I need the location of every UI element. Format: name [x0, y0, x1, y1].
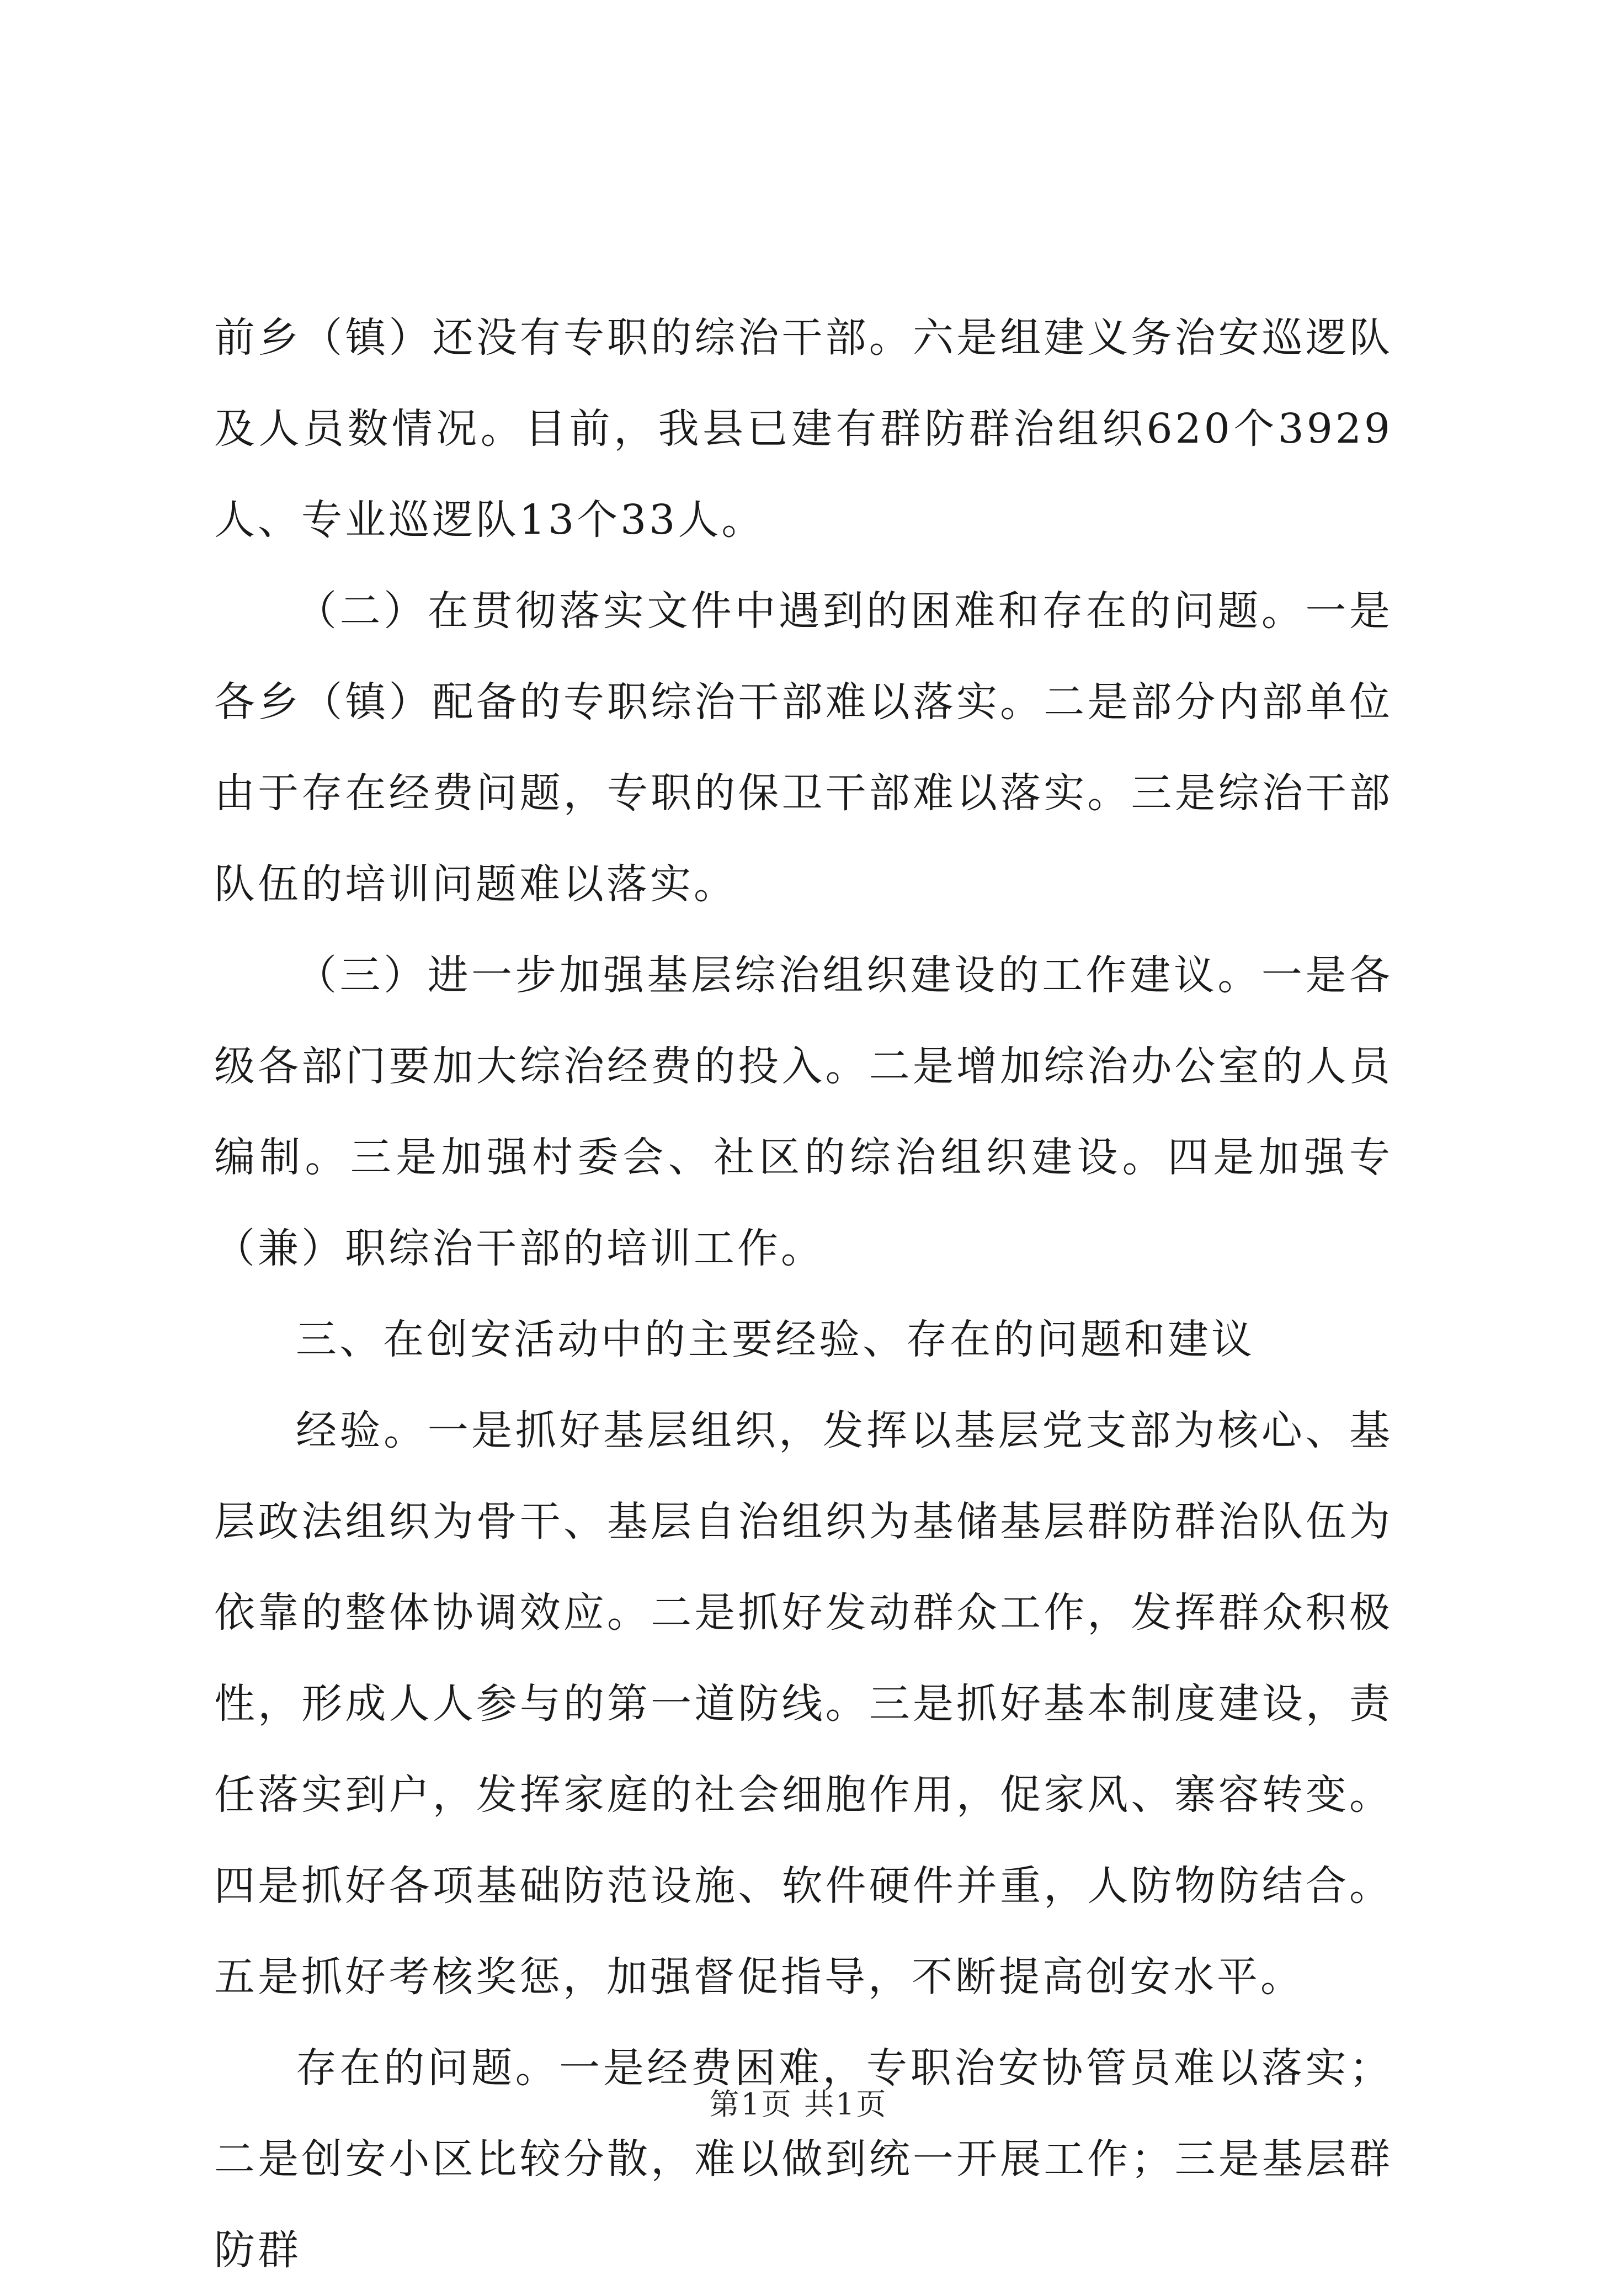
paragraph-problems: 存在的问题。一是经费困难，专职治安协管员难以落实；二是创安小区比较分散，难以做到统一开展工作；三是基层群防群 — [214, 2044, 1393, 2274]
section-heading: 三、在创安活动中的主要经验、存在的问题和建议 — [296, 1316, 1255, 1363]
paragraph-experience: 经验。一是抓好基层组织，发挥以基层党支部为核心、基层政法组织为骨干、基层自治组织为基储基层群防群治队伍为依靠的整体协调效应。二是抓好发动群众工作，发挥群众积极性，形成人人参与的第一道防线。三是抓好基本制度建设，责任落实到户，发挥家庭的社会细胞作用，促家风、寨容转变。四是抓好各项基础防范设施、软件硬件并重，人防物防结合。五是抓好考核奖惩，加强督促指导，不断提高创安水平。 — [214, 1407, 1393, 2001]
document-body — [214, 293, 1393, 2296]
page-footer: 第1页 共1页 — [709, 2087, 888, 2122]
paragraph-continuation: 前乡（镇）还没有专职的综治干部。六是组建义务治安巡逻队及人员数情况。目前，我县已建有群防群治组织620个3929人、专业巡逻队13个33人。 — [214, 314, 1393, 544]
paragraph-suggestions: （三）进一步加强基层综治组织建设的工作建议。一是各级各部门要加大综治经费的投入。二是增加综治办公室的人员编制。三是加强村委会、社区的综治组织建设。四是加强专（兼）职综治干部的培训工作。 — [214, 952, 1393, 1272]
paragraph-difficulties: （二）在贯彻落实文件中遇到的困难和存在的问题。一是各乡（镇）配备的专职综治干部难以落实。二是部分内部单位由于存在经费问题，专职的保卫干部难以落实。三是综治干部队伍的培训问题难以落实。 — [214, 587, 1393, 908]
